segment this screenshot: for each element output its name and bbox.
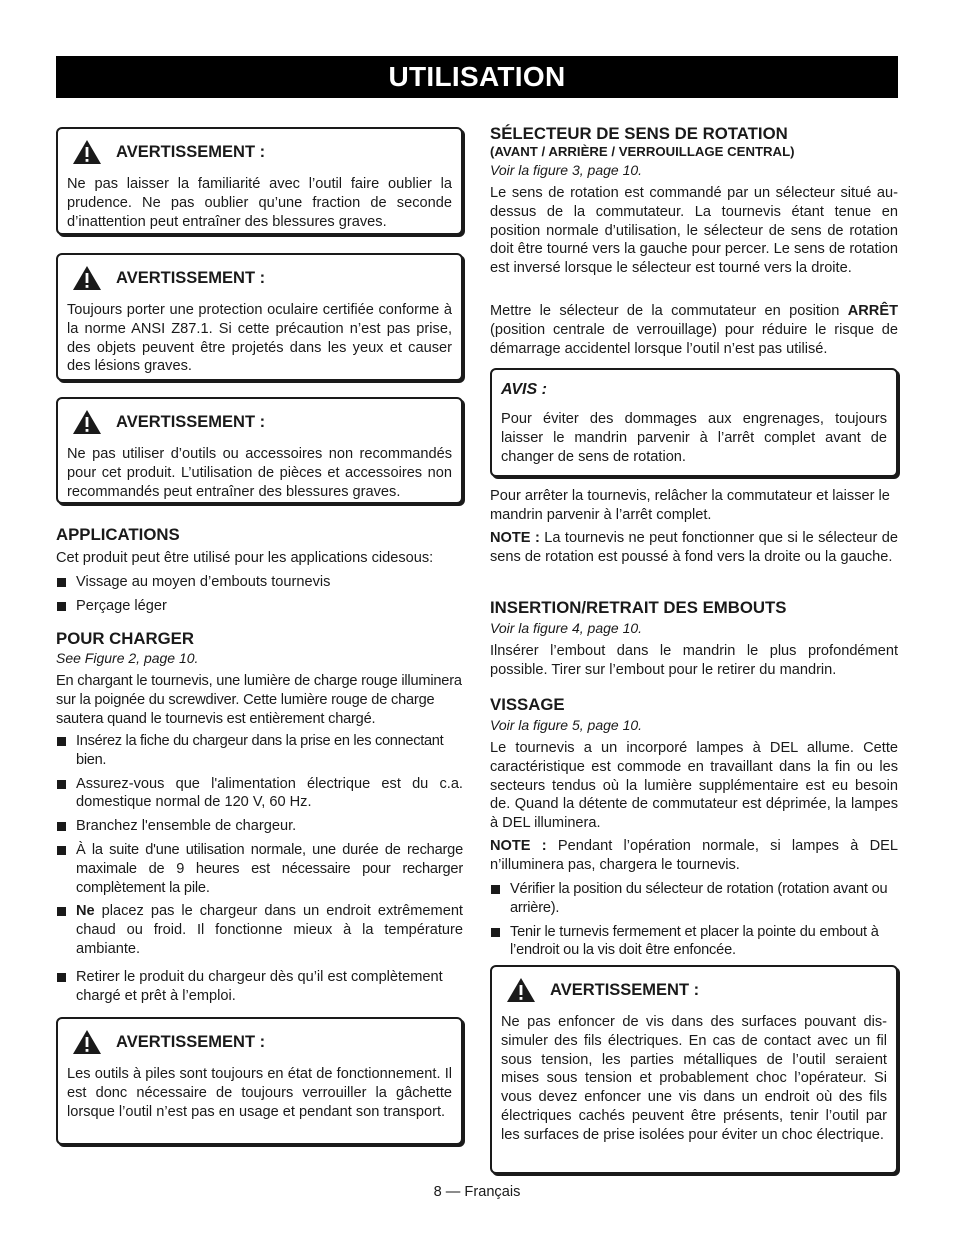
warning-text: Ne pas enfoncer de vis dans des surfaces pouvant dis-simuler des fils électriques. En cas de contact avec un fil sous tension, les parties métalliques de l’outil seraient mises sous tension et probablement choc l’opérateur. Si vous devez enfoncer une vis dans un endroit où des fils électriques cachés peuvent être présents, tenir l’outil par les surfaces de prise isolées pour éviter un choc électrique. xyxy=(501,1014,887,1143)
applications-list xyxy=(56,573,463,621)
page-footer: 8 — Français xyxy=(433,1184,521,1200)
vissage-text: Le tournevis a un incorporé lampes à DEL allume. Cette caractéristique est commode en travaillant dans la fin ou les secteurs tendus où la lumière supplémentaire est eu besoin de. Quand la détente de commutateur est déprimée, la lampes à DEL illuminera. xyxy=(490,740,898,832)
rotation-paragraph-3: Pour arrêter la tournevis, relâcher la commutateur et laisser le mandrin parvenir à l’arrêt complet. xyxy=(490,488,890,523)
warning-box-eye-protection xyxy=(56,253,463,381)
warning-triangle-icon xyxy=(72,139,102,165)
warning-title: AVERTISSEMENT : xyxy=(116,1032,266,1051)
warning-box-familiarity xyxy=(56,127,463,235)
list-item: Branchez l'ensemble de chargeur. xyxy=(56,817,463,836)
rotation-heading: SÉLECTEUR DE SENS DE ROTATION xyxy=(490,124,788,143)
rotation-note: NOTE : La tournevis ne peut fonctionner que si le sélecteur de sens de rotation est poussé à fond vers la droite ou la gauche. xyxy=(490,530,898,565)
insertion-heading: INSERTION/RETRAIT DES EMBOUTS xyxy=(490,598,787,617)
charger-figure-ref: See Figure 2, page 10. xyxy=(56,650,199,666)
warning-title: AVERTISSEMENT : xyxy=(116,412,266,431)
list-item xyxy=(56,902,463,958)
vissage-list xyxy=(490,880,898,965)
warning-title: AVERTISSEMENT : xyxy=(116,268,266,287)
ne-rest: placez pas le chargeur dans un endroit extrêmement chaud ou froid. Il fonctionne mieux à la température ambiante. xyxy=(76,903,463,957)
applications-intro: Cet produit peut être utilisé pour les applications cidesous: xyxy=(56,550,434,566)
charger-list xyxy=(56,732,463,1010)
list-item: Vissage au moyen d’embouts tournevis xyxy=(56,573,463,592)
vissage-note: NOTE : Pendant l’opération normale, si lampes à DEL n’illuminera pas, chargera le tournevis. xyxy=(490,838,898,873)
warning-triangle-icon xyxy=(506,977,536,1003)
warning-text: Ne pas laisser la familiarité avec l’outil faire oublier la prudence. Ne pas oublier qu’une fraction de seconde d’inattention peut entraîner des blessures graves. xyxy=(67,176,452,230)
rotation-paragraph-1: Le sens de rotation est commandé par un sélecteur situé au-dessus de la commutateur. La tournevis étant tenue en position normale d’utilisation, le sélecteur de sens de rotation doit être tourné vers la gauche pour percer. Le sens de rotation est inversé lorsque le sélecteur est tourné vers la droite. xyxy=(490,185,898,277)
charger-intro: En chargant le tournevis, une lumière de charge rouge illuminera sur la poignée du screwdiver. Cette lumière rouge de charge sautera quand le tournevis est entièrement chargé. xyxy=(56,673,462,727)
insertion-text: Ilnsérer l’embout dans le mandrin le plus profondément possible. Tirer sur l’embout pour le retirer du mandrin. xyxy=(490,643,898,678)
avis-text: Pour éviter des dommages aux engrenages, toujours laisser le mandrin parvenir à l’arrêt complet avant de changer de sens de rotation. xyxy=(501,411,887,465)
charger-heading: POUR CHARGER xyxy=(56,629,194,648)
rotation-subheading: (AVANT / ARRIÈRE / VERROUILLAGE CENTRAL) xyxy=(490,144,795,159)
list-item: Perçage léger xyxy=(56,597,463,616)
warning-title: AVERTISSEMENT : xyxy=(550,980,700,999)
warning-triangle-icon xyxy=(72,1029,102,1055)
list-item: Insérez la fiche du chargeur dans la prise en les connectant bien. xyxy=(56,732,463,770)
warning-text: Toujours porter une protection oculaire certifiée conforme à la norme ANSI Z87.1. Si cette précaution n’est pas prise, des objets peuvent être projetés dans les yeux et causer des lésions graves. xyxy=(67,302,452,375)
warning-box-battery xyxy=(56,1017,463,1145)
warning-text: Ne pas utiliser d’outils ou accessoires non recommandés pour cet produit. L’utilisation de pièces et accessoires non recommandés peut entraîner des blessures graves. xyxy=(67,446,452,500)
vissage-heading: VISSAGE xyxy=(490,695,565,714)
insertion-figure-ref: Voir la figure 4, page 10. xyxy=(490,620,643,636)
warning-triangle-icon xyxy=(72,409,102,435)
warning-title: AVERTISSEMENT : xyxy=(116,142,266,161)
applications-heading: APPLICATIONS xyxy=(56,525,180,544)
list-item: Tenir le turnevis fermement et placer la pointe du embout à l’endroit ou la vis doit être enfoncée. xyxy=(490,923,898,961)
warning-box-hidden-wires xyxy=(490,965,898,1174)
note-label: NOTE : xyxy=(490,530,540,546)
vissage-figure-ref: Voir la figure 5, page 10. xyxy=(490,717,643,733)
note-label: NOTE : xyxy=(490,838,547,854)
warning-triangle-icon xyxy=(72,265,102,291)
avis-title: AVIS : xyxy=(501,381,547,398)
warning-text: Les outils à piles sont toujours en état de fonctionnement. Il est donc nécessaire de toujours verrouiller la gâchette lorsque l’outil n’est pas en usage et pendant son transport. xyxy=(67,1066,452,1120)
rotation-figure-ref: Voir la figure 3, page 10. xyxy=(490,162,643,178)
avis-box xyxy=(490,368,898,477)
list-item: À la suite d'une utilisation normale, une durée de recharge maximale de 9 heures est nécessaire pour recharger complètement la pile. xyxy=(56,841,463,897)
list-item: Retirer le produit du chargeur dès qu’il est complètement chargé et prêt à l’emploi. xyxy=(56,968,463,1006)
page-title: UTILISATION xyxy=(56,56,898,98)
list-item: Assurez-vous que l'alimentation électrique est du c.a. domestique normal de 120 V, 60 Hz. xyxy=(56,775,463,813)
list-item: Vérifier la position du sélecteur de rotation (rotation avant ou arrière). xyxy=(490,880,898,918)
arret-bold: ARRÊT xyxy=(847,303,898,319)
rotation-paragraph-2: Mettre le sélecteur de la commutateur en position ARRÊT (position centrale de verrouillage) pour réduire le risque de démarrage accidentel lorsque l’outil n’est pas utilisé. xyxy=(490,303,898,357)
warning-box-accessories xyxy=(56,397,463,504)
ne-bold: Ne xyxy=(76,903,95,920)
